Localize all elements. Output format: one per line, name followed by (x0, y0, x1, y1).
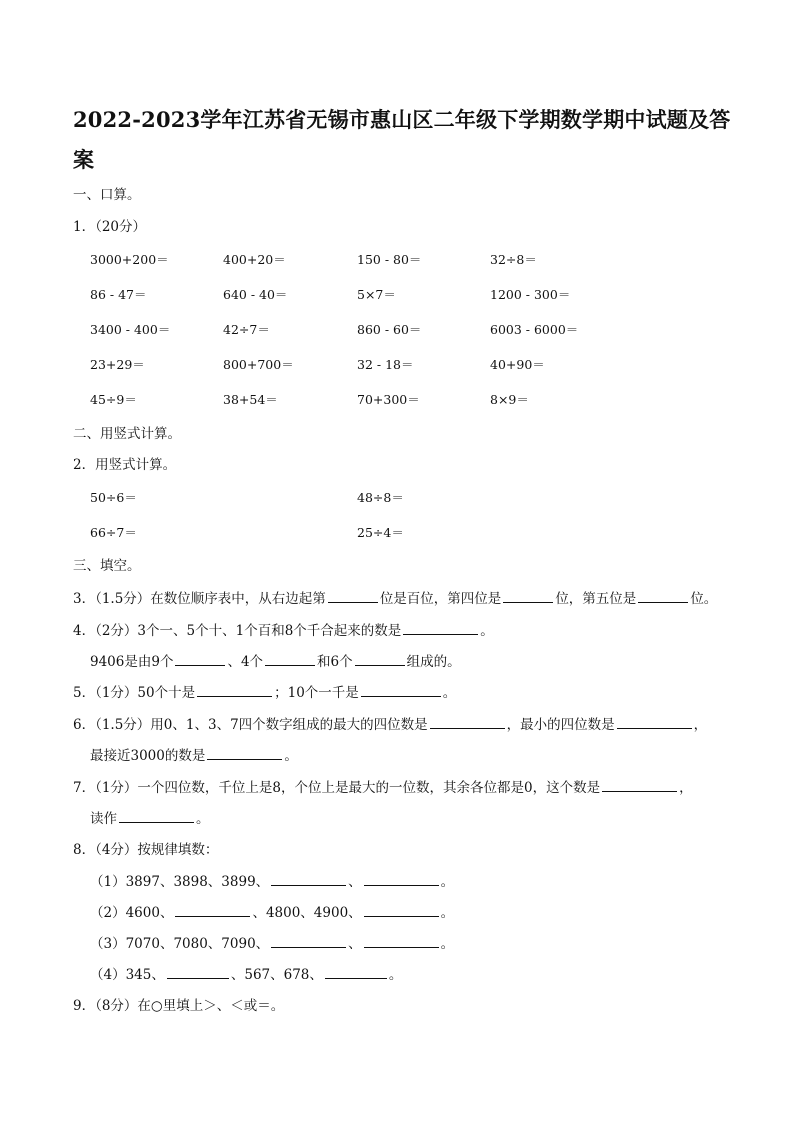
answer-blank[interactable] (503, 589, 553, 603)
question-8-heading: 8．（4分）按规律填数： (73, 842, 219, 858)
answer-blank[interactable] (364, 934, 439, 948)
question-8-part-2: （2）4600、 、4800、4900、 。 (90, 905, 455, 921)
q1-item: 3000+200＝ (90, 252, 169, 267)
question-9-heading: 9．（8分）在○里填上＞、＜或＝。 (73, 998, 285, 1014)
answer-blank[interactable] (197, 683, 272, 697)
q2-item: 66÷7＝ (90, 525, 137, 540)
q2-item: 50÷6＝ (90, 490, 137, 505)
answer-blank[interactable] (638, 589, 688, 603)
answer-blank[interactable] (271, 934, 346, 948)
answer-blank[interactable] (175, 652, 225, 666)
q1-item: 5×7＝ (357, 287, 396, 302)
question-7: 7．（1分）一个四位数，千位上是8，个位上是最大的一位数，其余各位都是0，这个数是 ， (73, 780, 693, 796)
question-5: 5．（1分）50个十是 ；10个一千是 。 (73, 685, 457, 701)
answer-blank[interactable] (617, 715, 692, 729)
answer-blank[interactable] (325, 965, 387, 979)
q1-item: 23+29＝ (90, 357, 145, 372)
page-title: 2022-2023学年江苏省无锡市惠山区二年级下学期数学期中试题及答案 (73, 107, 731, 172)
answer-blank[interactable] (328, 589, 378, 603)
question-4: 4．（2分）3个一、5个十、1个百和8个千合起来的数是 。 (73, 623, 494, 639)
question-6-part-2: 最接近3000的数是 。 (90, 748, 298, 764)
question-3: 3．（1.5分）在数位顺序表中，从右边起第 位是百位，第四位是 位，第五位是 位。 (73, 591, 718, 607)
q1-item: 38+54＝ (223, 392, 278, 407)
answer-blank[interactable] (175, 903, 250, 917)
q1-item: 400+20＝ (223, 252, 286, 267)
answer-blank[interactable] (361, 683, 441, 697)
section-heading-2: 二、用竖式计算。 (73, 426, 181, 442)
q1-item: 32÷8＝ (490, 252, 537, 267)
q1-item: 42÷7＝ (223, 322, 270, 337)
question-8-part-3: （3）7070、7080、7090、 、 。 (90, 936, 455, 952)
answer-blank[interactable] (364, 903, 439, 917)
q1-item: 86 - 47＝ (90, 287, 147, 302)
answer-blank[interactable] (430, 715, 505, 729)
q1-item: 640 - 40＝ (223, 287, 288, 302)
q1-item: 800+700＝ (223, 357, 294, 372)
question-1-heading: 1．（20分） (73, 219, 147, 235)
q1-item: 45÷9＝ (90, 392, 137, 407)
q1-item: 860 - 60＝ (357, 322, 422, 337)
answer-blank[interactable] (355, 652, 405, 666)
q1-item: 8×9＝ (490, 392, 529, 407)
q1-item: 40+90＝ (490, 357, 545, 372)
answer-blank[interactable] (119, 809, 194, 823)
question-7-part-2: 读作 。 (90, 811, 210, 827)
q1-item: 6003 - 6000＝ (490, 322, 579, 337)
question-8-part-4: （4）345、 、567、678、 。 (90, 967, 403, 983)
answer-blank[interactable] (207, 746, 282, 760)
answer-blank[interactable] (403, 621, 478, 635)
q2-item: 25÷4＝ (357, 525, 404, 540)
section-heading-1: 一、口算。 (73, 187, 141, 203)
q1-item: 1200 - 300＝ (490, 287, 571, 302)
question-8-part-1: （1）3897、3898、3899、 、 。 (90, 874, 455, 890)
q2-item: 48÷8＝ (357, 490, 404, 505)
q1-item: 32 - 18＝ (357, 357, 414, 372)
answer-blank[interactable] (602, 778, 677, 792)
answer-blank[interactable] (364, 872, 439, 886)
section-heading-3: 三、填空。 (73, 558, 141, 574)
question-2-heading: 2．用竖式计算。 (73, 457, 177, 473)
question-4-part-2: 9406是由9个 、4个 和6个 组成的。 (90, 654, 461, 670)
question-6: 6．（1.5分）用0、1、3、7四个数字组成的最大的四位数是 ，最小的四位数是 ， (73, 717, 708, 733)
q1-item: 3400 - 400＝ (90, 322, 171, 337)
q1-item: 150 - 80＝ (357, 252, 422, 267)
answer-blank[interactable] (271, 872, 346, 886)
answer-blank[interactable] (167, 965, 229, 979)
q1-item: 70+300＝ (357, 392, 420, 407)
answer-blank[interactable] (265, 652, 315, 666)
